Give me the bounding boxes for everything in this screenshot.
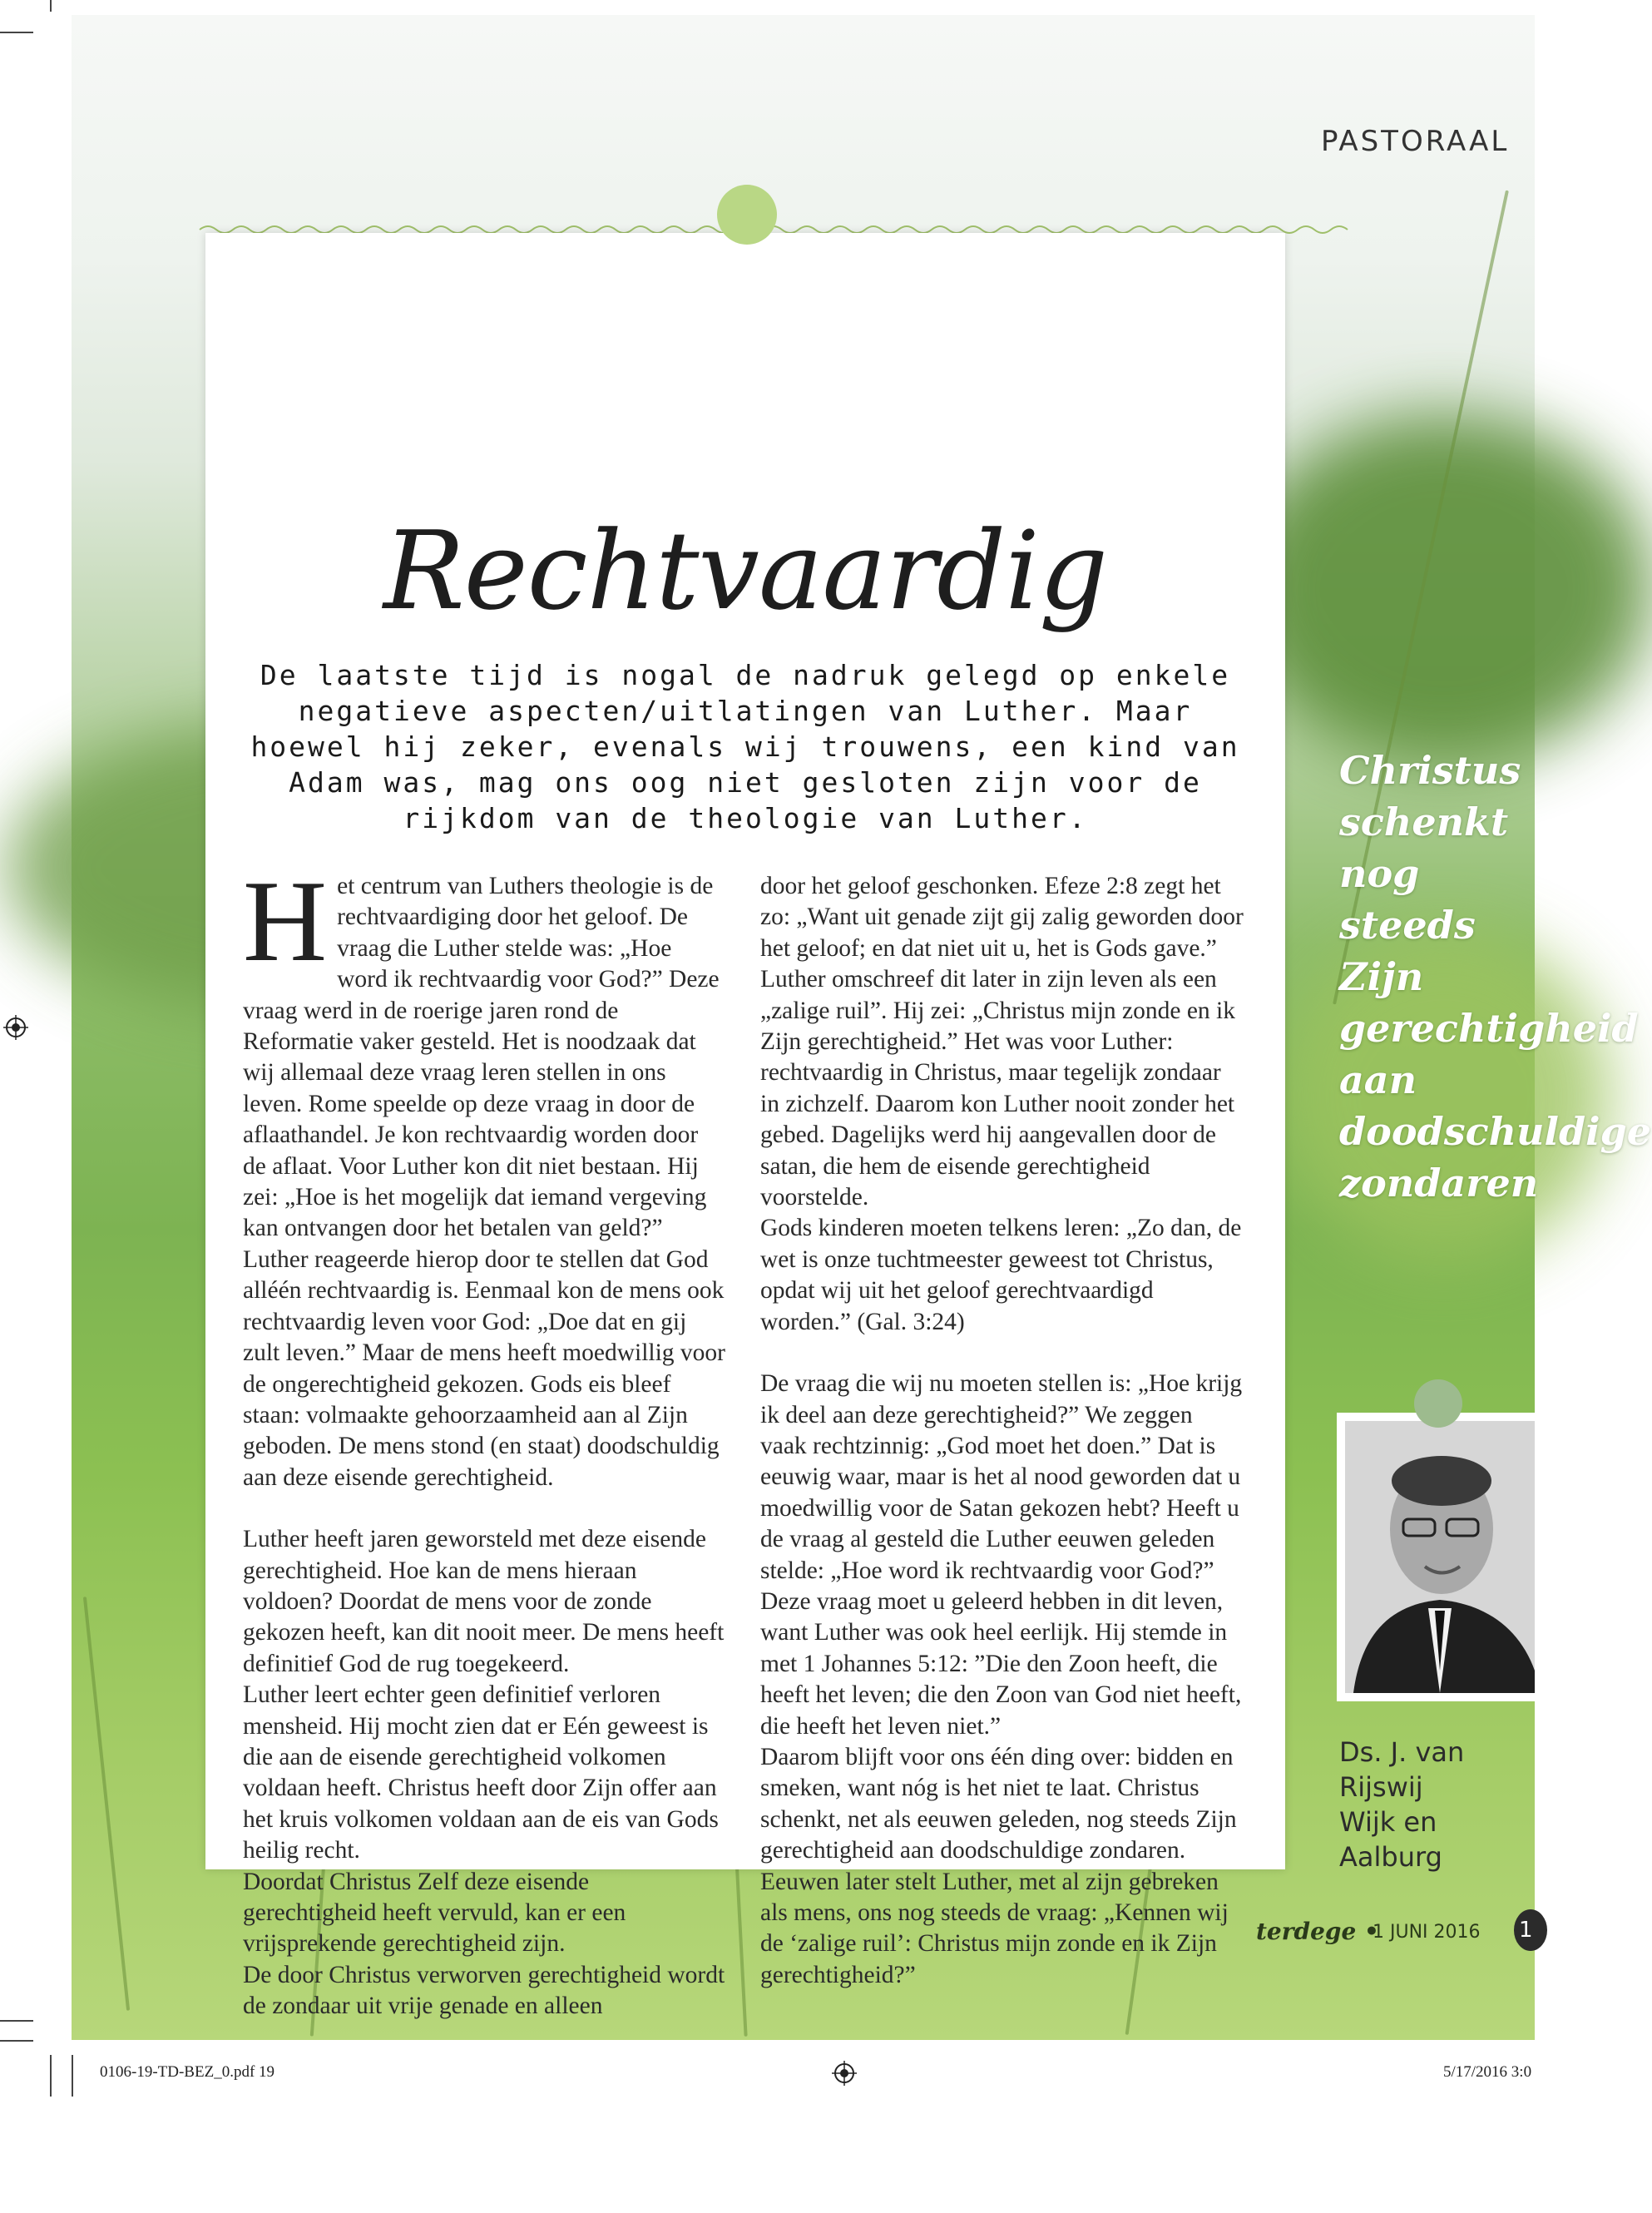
paragraph: De vraag die wij nu moeten stellen is: „Hoe krijg ik deel aan deze gerechtigheid?” We zeggen vaak rechtzinnig: „God moet het doen.” Dat is eeuwig waar, maar is het al nood geworden dat u moedwillig voor de Satan gekozen hebt? Heeft u de vraag al gesteld die Luther eeuwen geleden stelde: „Hoe word ik rechtvaardig voor God?”: [760, 1370, 1243, 1584]
paragraph: De door Christus verworven gerechtigheid wordt de zondaar uit vrije genade en alleen: [243, 1961, 725, 2020]
magazine-brand: terdege •: [1256, 1918, 1379, 1945]
paragraph: Luther leert echter geen definitief verloren mensheid. Hij mocht zien dat er Eén geweest is die aan de eisende gerechtigheid volkomen voldaan heeft. Christus heeft door Zijn offer aan het kruis volkomen voldaan aan de eis van Gods heilig recht.: [243, 1681, 719, 1864]
author-portrait: [1345, 1421, 1535, 1693]
paragraph: Luther omschreef dit later in zijn leven als een „zalige ruil”. Hij zei: „Christus mijn zonde en ik Zijn gerechtigheid.” Het was voor Luther: rechtvaardig in Christus, maar tegelijk zondaar in zichzelf. Daarom kon Luther nooit zonder het gebed. Dagelijks werd hij aangevallen door de satan, die hem de eisende gerechtigheid voorstelde.: [760, 966, 1235, 1211]
crop-mark: [0, 2020, 33, 2022]
article-column-1: [243, 857, 727, 2022]
issue-date: 1 JUNI 2016: [1373, 1922, 1481, 1943]
paragraph: Het centrum van Luthers theologie is de rechtvaardiging door het geloof. De vraag die Luther stelde was: „Hoe word ik rechtvaardig voor God?” Deze vraag werd in de roerige jaren rond de Reformatie vaker gesteld. Het is noodzaak dat wij allemaal deze vraag leren stellen in ons leven. Rome speelde op deze vraag in door de aflaathandel. Je kon rechtvaardig worden door de aflaat. Voor Luther kon dit niet bestaan. Hij zei: „Hoe is het mogelijk dat iemand vergeving kan ontvangen door het betalen van geld?”: [243, 857, 720, 1242]
portrait-illustration: [1345, 1421, 1535, 1693]
drop-cap: H: [243, 857, 328, 986]
section-label: PASTORAAL: [1321, 125, 1510, 158]
article-title: Rechtvaardig: [383, 507, 1108, 634]
print-slug-date: 5/17/2016 3:0: [1443, 2063, 1532, 2081]
article-card: [205, 233, 1285, 2020]
author-name: Ds. J. van Rijswij: [1339, 1736, 1465, 1803]
bg-blur-right-tree: [1236, 414, 1652, 764]
paragraph: door het geloof geschonken. Efeze 2:8 zegt het zo: „Want uit genade zijt gij zalig geworden door het geloof; en dat niet uit u, het is Gods gave.”: [760, 873, 1244, 962]
paragraph: Daarom blijft voor ons één ding over: bidden en smeken, want nóg is het niet te laat. Christus schenkt, net als eeuwen geleden, nog steeds Zijn gerechtigheid aan doodschuldige zondaren.: [760, 1743, 1237, 1864]
crop-mark: [0, 32, 33, 33]
article-intro: De laatste tijd is nogal de nadruk gelegd op enkele negatieve aspecten/uitlatingen van Luther. Maar hoewel hij zeker, evenals wij trouwens, een kind van Adam was, mag ons oog niet gesloten zijn voor de rijkdom van de theologie van Luther.: [250, 659, 1240, 834]
crop-mark: [0, 2040, 33, 2042]
article-column-2: [760, 871, 1244, 1991]
decorative-green-dot: [717, 185, 777, 245]
registration-mark-icon: [832, 2061, 857, 2086]
print-slug-file: 0106-19-TD-BEZ_0.pdf 19: [100, 2063, 275, 2081]
paragraph: Luther reageerde hierop door te stellen dat God alléén rechtvaardig is. Eenmaal kon de mens ook rechtvaardig leven voor God: „Doe dat en gij zult leven.” Maar de mens heeft moedwillig voor de ongerechtigheid gekozen. Gods eis bleef staan: volmaakte gehoorzaamheid aan al Zijn geboden. De mens stond (en staat) doodschuldig aan deze eisende gerechtigheid.: [243, 1245, 725, 1491]
author-location: Wijk en Aalburg: [1339, 1806, 1442, 1873]
grass-stalk: [83, 1597, 130, 2011]
decorative-dot-photo: [1414, 1379, 1462, 1428]
paragraph: Gods kinderen moeten telkens leren: „Zo dan, de wet is onze tuchtmeester geweest tot Christus, opdat wij uit het geloof gerechtvaardigd worden.” (Gal. 3:24): [760, 1215, 1242, 1335]
crop-mark: [50, 0, 52, 12]
crop-mark: [72, 2055, 73, 2097]
paragraph: Eeuwen later stelt Luther, met al zijn gebreken als mens, ons nog steeds de vraag: „Kennen wij de ‘zalige ruil’: Christus mijn zonde en ik Zijn gerechtigheid?”: [760, 1868, 1229, 1988]
paragraph: Luther heeft jaren geworsteld met deze eisende gerechtigheid. Hoe kan de mens hieraan voldoen? Doordat de mens voor de zonde gekozen heeft, kan dit nooit meer. De mens heeft definitief God de rug toegekeerd.: [243, 1526, 725, 1677]
author-byline: [1339, 1735, 1539, 1874]
pull-quote: Christus schenkt nog steeds Zijn gerechtigheid aan doodschuldige zondaren: [1339, 748, 1652, 1206]
paragraph: Doordat Christus Zelf deze eisende gerechtigheid heeft vervuld, kan er een vrijsprekende gerechtigheid zijn.: [243, 1868, 626, 1958]
author-photo: [1337, 1413, 1535, 1701]
paragraph: Deze vraag moet u geleerd hebben in dit leven, want Luther was ook heel eerlijk. Hij stemde in met 1 Johannes 5:12: ”Die den Zoon heeft, die heeft het leven; die den Zoon van God niet heeft, die heeft het leven niet.”: [760, 1587, 1242, 1740]
registration-mark-icon: [3, 1015, 28, 1040]
page-number: 1: [1514, 1909, 1547, 1951]
crop-mark: [50, 2055, 52, 2097]
